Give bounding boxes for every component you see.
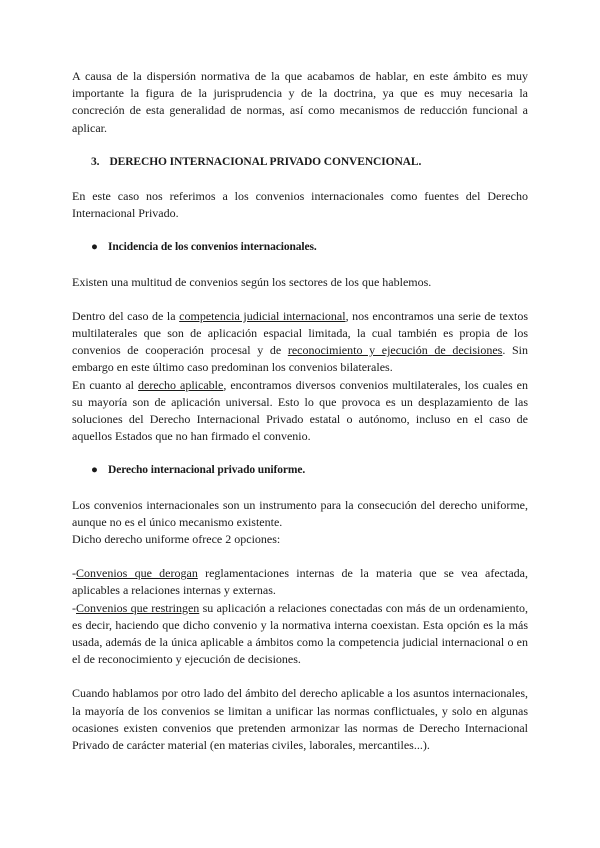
subheading-incidencia (72, 239, 528, 256)
section-number: 3. (91, 155, 100, 168)
subheading-title: Derecho internacional privado uniforme. (108, 464, 306, 477)
paragraph-competencia: Dentro del caso de la competencia judicial internacional, nos encontramos una serie de textos multilaterales que son de aplicación espacial limitada, la cual también es propia de los convenios de cooperación procesal y de reconocimiento y ejecución de decisiones. Sin embargo en este último caso predominan los convenios bilaterales. (72, 308, 529, 375)
link-reconocimiento-ejecucion[interactable]: reconocimiento y ejecución de decisiones (287, 343, 503, 358)
paragraph-instrumento: Los convenios internacionales son un instrumento para la consecución del derecho uniforme, aunque no es el único mecanismo existente. (72, 497, 528, 529)
bullet-icon: ● (91, 464, 98, 477)
bullet-icon: ● (91, 241, 98, 254)
link-convenios-derogan[interactable]: Convenios que derogan (76, 566, 198, 581)
section-title: DERECHO INTERNACIONAL PRIVADO CONVENCIONAL. (109, 155, 422, 168)
option-derogan: -Convenios que derogan reglamentaciones internas de la materia que se vea afectada, aplicables a relaciones internas y externas. (72, 566, 528, 598)
link-derecho-aplicable[interactable]: derecho aplicable (138, 377, 224, 392)
paragraph-dispersion: A causa de la dispersión normativa de la que acabamos de hablar, en este ámbito es muy importante la figura de la jurisprudencia y de la doctrina, ya que es muy necesaria la concreción de esta generalidad de normas, así como mecanismos de reducción funcional a aplicar. (72, 69, 528, 135)
paragraph-convenios-fuentes: En este caso nos referimos a los convenios internacionales como fuentes del Derecho Internacional Privado. (72, 189, 528, 221)
paragraph-multitud: Existen una multitud de convenios según los sectores de los que hablemos. (72, 274, 432, 289)
paragraph-ambito-aplicable: Cuando hablamos por otro lado del ámbito del derecho aplicable a los asuntos internacionales, la mayoría de los convenios se limitan a unificar las normas conflictuales, y solo en algunas ocasiones existen convenios que pretenden armonizar las normas de Derecho Internacional Privado de carácter material (en materias civiles, laborales, mercantiles...). (72, 686, 528, 753)
paragraph-derecho-aplicable: En cuanto al derecho aplicable, encontramos diversos convenios multilaterales, los cuales en su mayoría son de aplicación universal. Esto lo que provoca es un desplazamiento de las soluciones del Derecho Internacional Privado estatal o autónomo, incluso en el caso de aquellos Estados que no han firmado el convenio. (72, 377, 528, 444)
paragraph-opciones: Dicho derecho uniforme ofrece 2 opciones: (72, 532, 281, 547)
subheading-uniforme (72, 462, 528, 479)
link-convenios-restringen[interactable]: Convenios que restringen (76, 600, 200, 615)
option-restringen: -Convenios que restringen su aplicación a relaciones conectadas con más de un ordenamiento, es decir, haciendo que dicho convenio y la normativa interna coexistan. Esta opción es la más usada, además de la única aplicable a ámbitos como la competencia judicial internacional o en el de reconocimiento y ejecución de decisiones. (72, 600, 528, 667)
subheading-title: Incidencia de los convenios internacionales. (108, 241, 317, 254)
section-heading-3 (72, 154, 528, 171)
link-competencia-judicial[interactable]: competencia judicial internacional (179, 308, 346, 323)
